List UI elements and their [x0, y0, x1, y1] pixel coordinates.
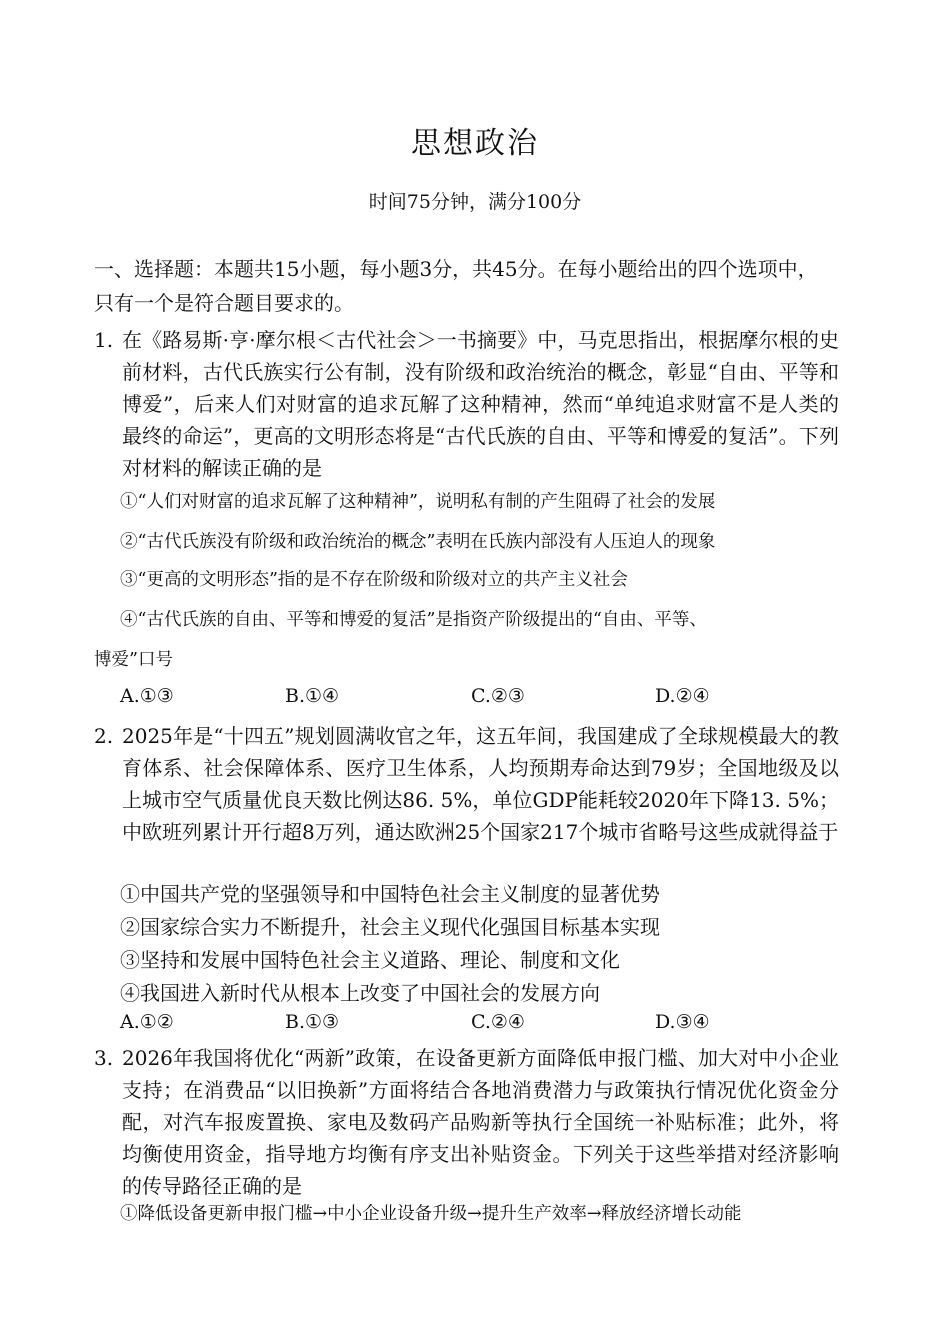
question-1 [94, 324, 839, 484]
option-statement: ①降低设备更新申报门槛→中小企业设备升级→提升生产效率→释放经济增长动能 [120, 1204, 742, 1224]
answer-choice[interactable]: C.②④ [471, 1011, 525, 1033]
answer-choice[interactable]: D.③④ [655, 1011, 710, 1033]
answer-choice[interactable]: A.①② [120, 1011, 174, 1033]
question-2 [94, 720, 839, 848]
answer-choice[interactable]: B.①③ [285, 1011, 340, 1033]
answer-choice[interactable]: B.①④ [285, 685, 340, 707]
option-statement: ①“人们对财富的追求瓦解了这种精神”，说明私有制的产生阻碍了社会的发展 [120, 492, 716, 512]
question-number: 3. [94, 1046, 114, 1070]
option-statement: ④我国进入新时代从根本上改变了中国社会的发展方向 [120, 981, 600, 1005]
page-title: 思想政治 [411, 126, 539, 161]
section-heading: 一、选择题：本题共15小题，每小题3分，共45分。在每小题给出的四个选项中，只有一个是符合题目要求的。 [94, 257, 818, 315]
answer-choice[interactable]: A.①③ [120, 685, 174, 707]
option-statement: ②国家综合实力不断提升，社会主义现代化强国目标基本实现 [120, 915, 660, 939]
question-3 [94, 1042, 839, 1202]
option-statement: ④“古代氏族的自由、平等和博爱的复活”是指资产阶级提出的“自由、平等、 [120, 610, 707, 630]
question-stem: 2025年是“十四五”规划圆满收官之年，这五年间，我国建成了全球规模最大的教育体系、社会保障体系、医疗卫生体系，人均预期寿命达到79岁；全国地级及以上城市空气质量优良天数比例达86. 5%，单位GDP能耗较2020年下降13. 5%；中欧班列累计开行超8万列，通达欧洲25个国家217个城市省略号这些成就得益于 [122, 724, 839, 844]
question-stem: 2026年我国将优化“两新”政策，在设备更新方面降低申报门槛、加大对中小企业支持；在消费品“以旧换新”方面将结合各地消费潜力与政策执行情况优化资金分配，对汽车报废置换、家电及数码产品购新等执行全国统一补贴标准；此外，将均衡使用资金，指导地方均衡有序支出补贴资金。下列关于这些举措对经济影响的传导路径正确的是 [122, 1046, 839, 1198]
exam-time-info: 时间75分钟，满分100分 [368, 191, 582, 213]
question-number: 2. [94, 724, 114, 748]
option-statement-continued: 博爱”口号 [94, 650, 173, 670]
answer-choice[interactable]: C.②③ [471, 685, 525, 707]
question-stem: 在《路易斯·亨·摩尔根＜古代社会＞一书摘要》中，马克思指出，根据摩尔根的史前材料，古代氏族实行公有制，没有阶级和政治统治的概念，彰显“自由、平等和博爱”，后来人们对财富的追求瓦解了这种精神，然而“单纯追求财富不是人类的最终的命运”，更高的文明形态将是“古代氏族的自由、平等和博爱的复活”。下列对材料的解读正确的是 [122, 328, 839, 480]
option-statement: ①中国共产党的坚强领导和中国特色社会主义制度的显著优势 [120, 882, 660, 906]
option-statement: ③坚持和发展中国特色社会主义道路、理论、制度和文化 [120, 948, 620, 972]
answer-choice[interactable]: D.②④ [655, 685, 710, 707]
question-number: 1. [94, 328, 114, 352]
option-statement: ③“更高的文明形态”指的是不存在阶级和阶级对立的共产主义社会 [120, 570, 628, 590]
option-statement: ②“古代氏族没有阶级和政治统治的概念”表明在氏族内部没有人压迫人的现象 [120, 532, 716, 552]
